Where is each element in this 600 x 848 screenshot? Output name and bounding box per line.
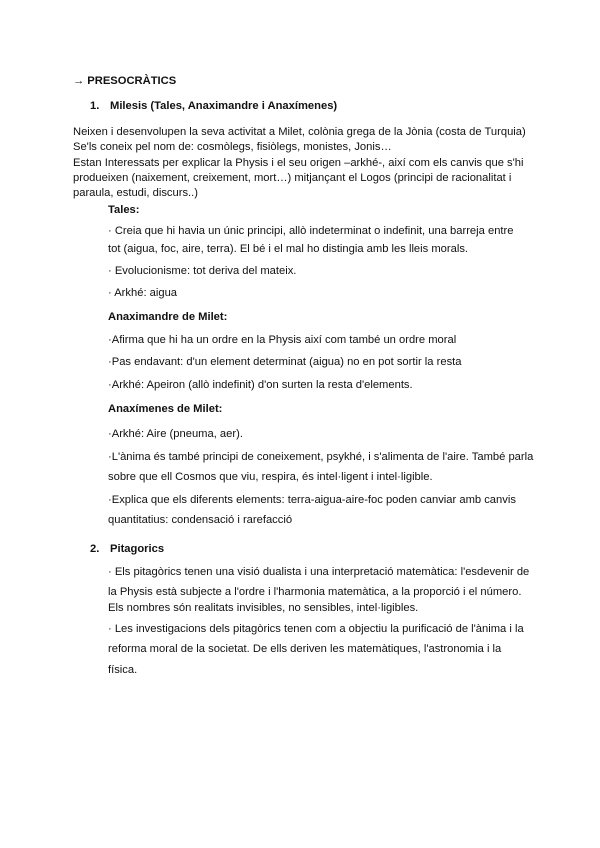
list-item: Els nombres són realitats invisibles, no sensibles, intel·ligibles. [108,602,419,614]
intro-line: Neixen i desenvolupen la seva activitat a Milet, colònia grega de la Jònia (costa de Turquia) [73,126,526,138]
list-item: · Creia que hi havia un únic principi, allò indeterminat o indefinit, una barreja entre [108,225,514,237]
list-item: la Physis està subjecte a l'ordre i l'harmonia matemàtica, a la proporció i el número. [108,586,522,598]
section2-title: Pitagorics [110,543,165,555]
section-heading: → PRESOCRÀTICS [73,75,177,87]
list-item: · Evolucionisme: tot deriva del mateix. [108,265,297,277]
list-item: física. [108,664,138,676]
intro-line: produeixen (naixement, creixement, mort…) mitjançant el Logos (principi de racionalitat i [73,172,512,184]
list-item: tot (aigua, foc, aire, terra). El bé i el mal ho distingia amb les lleis morals. [108,243,469,255]
list-item: ·L'ànima és també principi de coneixement, psykhé, i s'alimenta de l'aire. També parla [108,451,534,463]
intro-line: Se'ls coneix pel nom de: cosmòlegs, fisiòlegs, monistes, Jonis… [73,141,392,153]
intro-line: paraula, estudi, discurs..) [73,187,198,199]
subheading-anaximandre: Anaximandre de Milet: [108,311,228,323]
subheading-anaximenes: Anaxímenes de Milet: [108,403,223,415]
list-item: · Els pitagòrics tenen una visió dualista i una interpretació matemàtica: l'esdevenir de [108,566,530,578]
list-item: reforma moral de la societat. De ells deriven les matemàtiques, l'astronomia i la [108,643,502,655]
intro-line: Estan Interessats per explicar la Physis i el seu origen –arkhé-, així com els canvis que s'hi [73,157,524,169]
list-item: · Les investigacions dels pitagòrics tenen com a objectiu la purificació de l'ànima i la [108,623,524,635]
list-item: ·Afirma que hi ha un ordre en la Physis així com també un ordre moral [108,334,457,346]
list-item: · Arkhé: aigua [108,287,178,299]
list-item: ·Arkhé: Aire (pneuma, aer). [108,428,243,440]
section1-number: 1. [90,100,100,112]
list-item: quantitatius: condensació i rarefacció [108,514,293,526]
list-item: ·Explica que els diferents elements: terra-aigua-aire-foc poden canviar amb canvis [108,494,516,506]
section1-title: Milesis (Tales, Anaximandre i Anaxímenes) [110,100,338,112]
subheading-tales: Tales: [108,204,140,216]
list-item: sobre que ell Cosmos que viu, respira, és intel·ligent i intel·ligible. [108,471,433,483]
list-item: ·Pas endavant: d'un element determinat (aigua) no en pot sortir la resta [108,356,462,368]
section2-number: 2. [90,543,100,555]
list-item: ·Arkhé: Apeiron (allò indefinit) d'on surten la resta d'elements. [108,379,413,391]
